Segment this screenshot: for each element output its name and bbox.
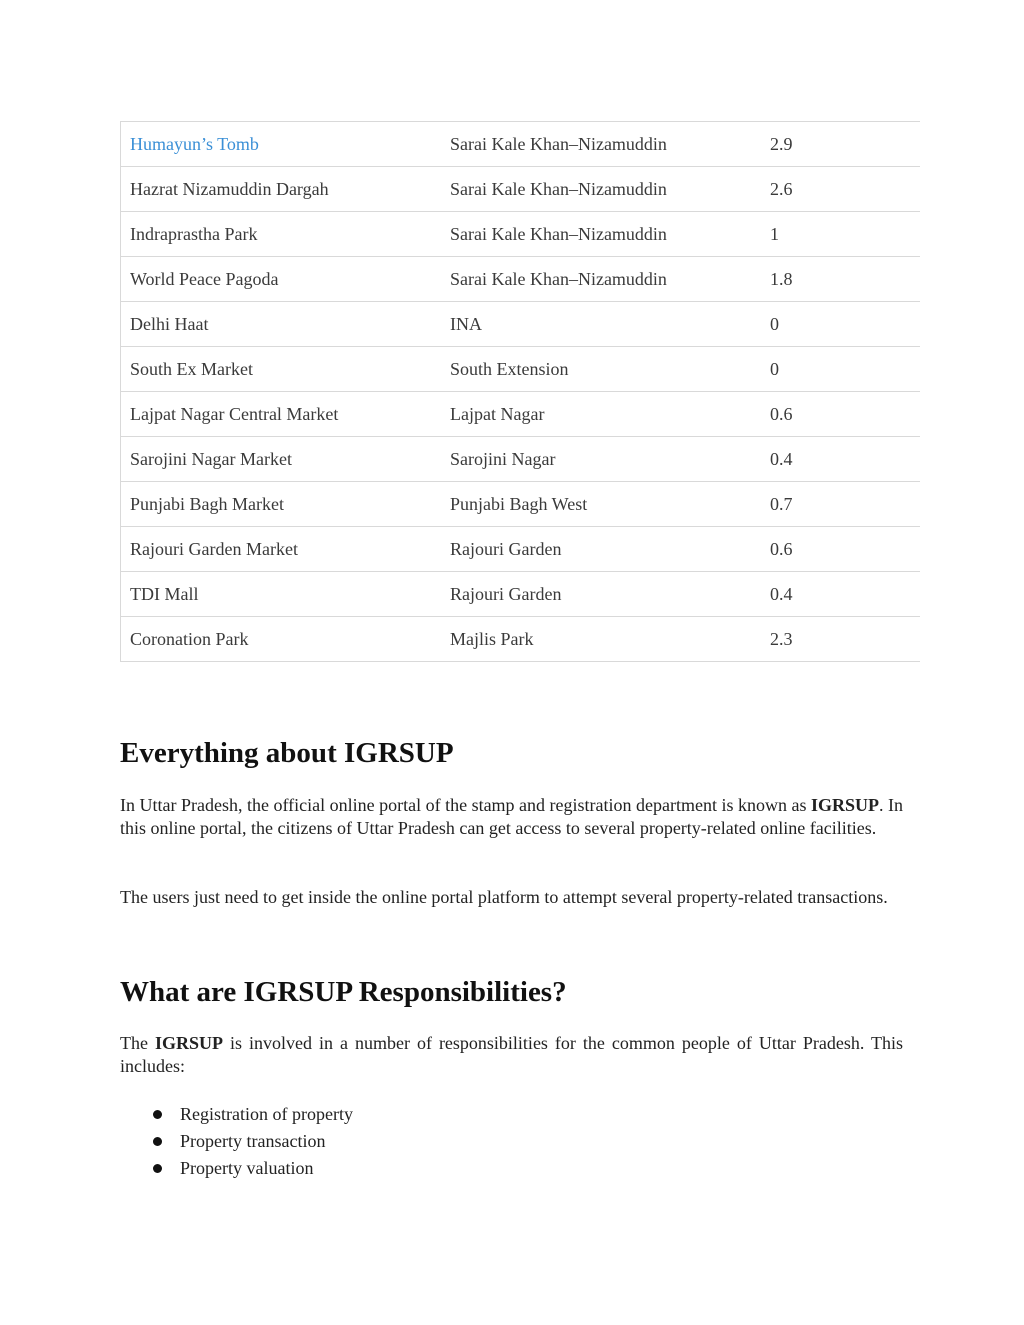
intro-bold-igrsup: IGRSUP bbox=[811, 795, 880, 815]
distance-cell: 2.6 bbox=[761, 167, 920, 212]
distance-cell: 0.6 bbox=[761, 392, 920, 437]
station-cell: Sarai Kale Khan–Nizamuddin bbox=[441, 257, 761, 302]
station-cell: Punjabi Bagh West bbox=[441, 482, 761, 527]
responsibilities-list bbox=[120, 1101, 353, 1182]
station-cell: Sarojini Nagar bbox=[441, 437, 761, 482]
place-cell: Sarojini Nagar Market bbox=[121, 437, 442, 482]
distance-cell: 0.4 bbox=[761, 437, 920, 482]
station-cell: Sarai Kale Khan–Nizamuddin bbox=[441, 167, 761, 212]
table-row bbox=[121, 167, 921, 212]
distance-cell: 2.3 bbox=[761, 617, 920, 662]
places-table bbox=[120, 121, 920, 662]
station-cell: INA bbox=[441, 302, 761, 347]
table-row bbox=[121, 212, 921, 257]
list-item-text: Property transaction bbox=[180, 1131, 326, 1151]
list-item-text: Registration of property bbox=[180, 1104, 353, 1124]
station-cell: Rajouri Garden bbox=[441, 572, 761, 617]
station-cell: Rajouri Garden bbox=[441, 527, 761, 572]
list-item bbox=[120, 1155, 353, 1182]
list-item-text: Property valuation bbox=[180, 1158, 314, 1178]
table-row bbox=[121, 482, 921, 527]
station-cell: Sarai Kale Khan–Nizamuddin bbox=[441, 212, 761, 257]
table-row bbox=[121, 392, 921, 437]
place-cell: Coronation Park bbox=[121, 617, 442, 662]
intro-text-start: In Uttar Pradesh, the official online portal of the stamp and registration department is known as bbox=[120, 795, 811, 815]
intro-paragraph bbox=[120, 794, 903, 840]
place-cell: Indraprastha Park bbox=[121, 212, 442, 257]
distance-cell: 0.6 bbox=[761, 527, 920, 572]
table-row bbox=[121, 347, 921, 392]
place-cell: Delhi Haat bbox=[121, 302, 442, 347]
table-row bbox=[121, 527, 921, 572]
section-heading-everything-about-igrsup: Everything about IGRSUP bbox=[120, 737, 454, 769]
station-cell: South Extension bbox=[441, 347, 761, 392]
distance-cell: 1 bbox=[761, 212, 920, 257]
bullet-icon bbox=[153, 1164, 162, 1173]
place-link[interactable]: Humayun’s Tomb bbox=[121, 122, 442, 167]
distance-cell: 2.9 bbox=[761, 122, 920, 167]
section-heading-responsibilities: What are IGRSUP Responsibilities? bbox=[120, 976, 567, 1008]
place-cell: Hazrat Nizamuddin Dargah bbox=[121, 167, 442, 212]
station-cell: Majlis Park bbox=[441, 617, 761, 662]
bullet-icon bbox=[153, 1110, 162, 1119]
station-cell: Sarai Kale Khan–Nizamuddin bbox=[441, 122, 761, 167]
bullet-icon bbox=[153, 1137, 162, 1146]
table-row bbox=[121, 122, 921, 167]
resp-text-end: is involved in a number of responsibilities for the common people of Uttar Pradesh. This includes: bbox=[120, 1033, 903, 1076]
table-row bbox=[121, 302, 921, 347]
table-row bbox=[121, 437, 921, 482]
station-cell: Lajpat Nagar bbox=[441, 392, 761, 437]
distance-cell: 0 bbox=[761, 302, 920, 347]
place-cell: TDI Mall bbox=[121, 572, 442, 617]
place-cell: Punjabi Bagh Market bbox=[121, 482, 442, 527]
table-row bbox=[121, 617, 921, 662]
places-table-body bbox=[121, 122, 921, 662]
place-cell: South Ex Market bbox=[121, 347, 442, 392]
intro-text-end: . In this online portal, the citizens of Uttar Pradesh can get access to several property-related online facilities. bbox=[120, 795, 904, 838]
distance-cell: 0.4 bbox=[761, 572, 920, 617]
table-row bbox=[121, 257, 921, 302]
users-paragraph: The users just need to get inside the online portal platform to attempt several property-related transactions. bbox=[120, 887, 888, 907]
place-cell: World Peace Pagoda bbox=[121, 257, 442, 302]
table-row bbox=[121, 572, 921, 617]
distance-cell: 0 bbox=[761, 347, 920, 392]
distance-cell: 0.7 bbox=[761, 482, 920, 527]
resp-text-start: The bbox=[120, 1033, 155, 1053]
resp-bold-igrsup: IGRSUP bbox=[154, 1033, 223, 1053]
distance-cell: 1.8 bbox=[761, 257, 920, 302]
place-cell: Lajpat Nagar Central Market bbox=[121, 392, 442, 437]
place-cell: Rajouri Garden Market bbox=[121, 527, 442, 572]
responsibilities-paragraph bbox=[120, 1032, 903, 1078]
list-item bbox=[120, 1101, 353, 1128]
list-item bbox=[120, 1128, 353, 1155]
